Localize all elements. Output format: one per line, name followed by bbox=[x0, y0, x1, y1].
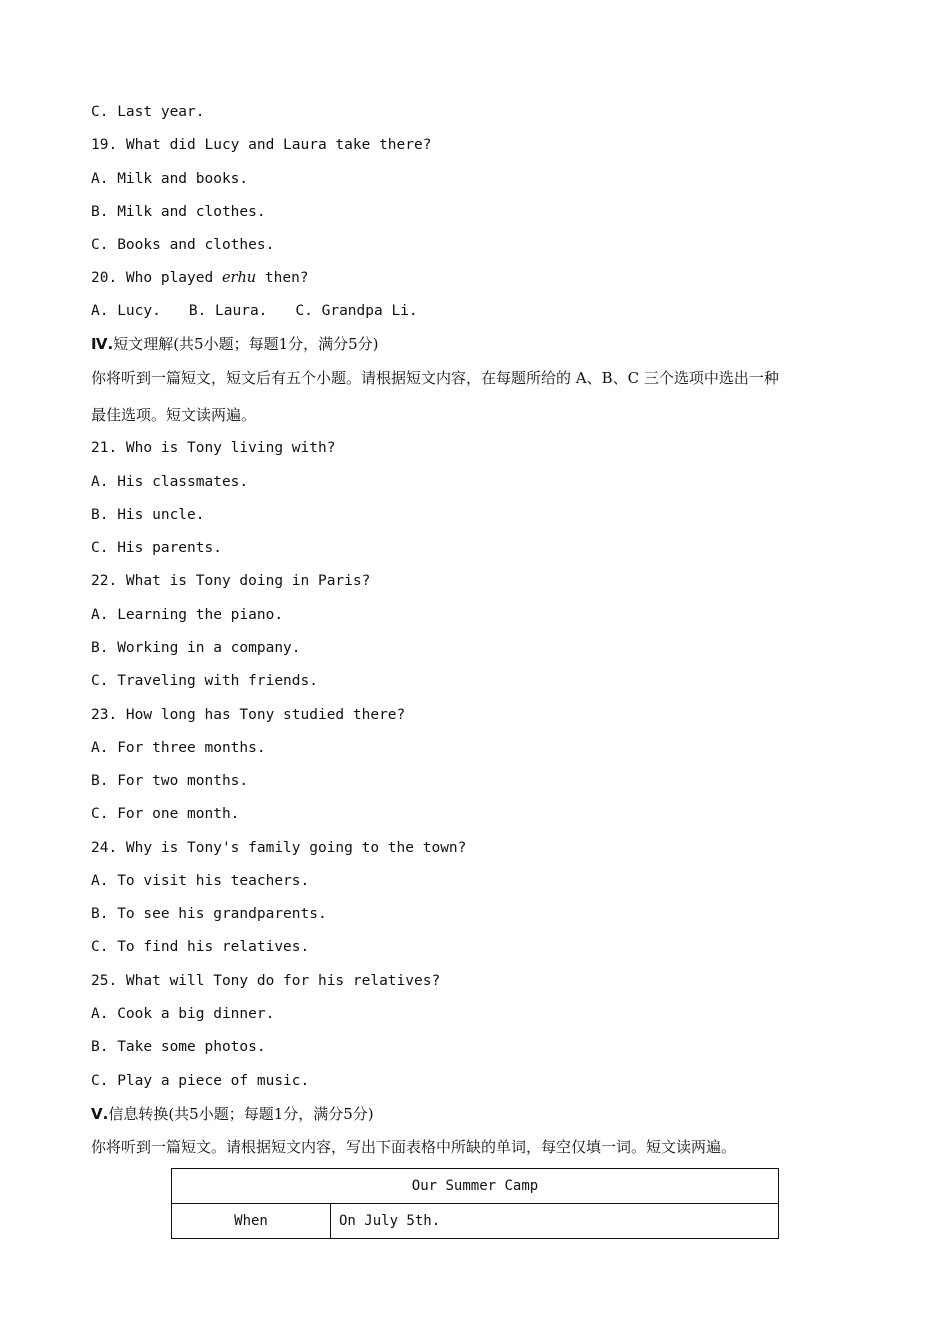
option-23-b: B. For two months. bbox=[91, 773, 249, 789]
section-5-title: 信息转换(共5小题；每题1分，满分5分) bbox=[108, 1105, 374, 1123]
section-4-instruction-1: 你将听到一篇短文，短文后有五个小题。请根据短文内容，在每题所给的 A、B、C 三个选项中选出一种 bbox=[91, 369, 779, 387]
option-22-a: A. Learning the piano. bbox=[91, 607, 284, 623]
table-row-value: On July 5th. bbox=[331, 1204, 779, 1239]
option-22-b: B. Working in a company. bbox=[91, 640, 301, 656]
question-22: 22. What is Tony doing in Paris? bbox=[91, 573, 371, 589]
option-20-a: A. Lucy. bbox=[91, 303, 161, 319]
question-20-tail: then? bbox=[256, 270, 309, 286]
option-22-c: C. Traveling with friends. bbox=[91, 673, 318, 689]
option-25-a: A. Cook a big dinner. bbox=[91, 1006, 275, 1022]
question-24: 24. Why is Tony's family going to the town? bbox=[91, 840, 467, 856]
option-25-b: B. Take some photos. bbox=[91, 1039, 266, 1055]
option-23-a: A. For three months. bbox=[91, 740, 266, 756]
option-19-b: B. Milk and clothes. bbox=[91, 204, 266, 220]
section-5-instruction: 你将听到一篇短文。请根据短文内容，写出下面表格中所缺的单词，每空仅填一词。短文读两遍。 bbox=[91, 1138, 737, 1156]
option-20-c: C. Grandpa Li. bbox=[295, 303, 418, 319]
option-24-c: C. To find his relatives. bbox=[91, 939, 310, 955]
option-25-c: C. Play a piece of music. bbox=[91, 1073, 310, 1089]
option-19-a: A. Milk and books. bbox=[91, 171, 249, 187]
section-4-number: Ⅳ. bbox=[91, 335, 114, 353]
option-21-b: B. His uncle. bbox=[91, 507, 205, 523]
question-19: 19. What did Lucy and Laura take there? bbox=[91, 137, 432, 153]
question-25: 25. What will Tony do for his relatives? bbox=[91, 973, 441, 989]
option-24-a: A. To visit his teachers. bbox=[91, 873, 310, 889]
section-5-number: Ⅴ. bbox=[91, 1105, 109, 1123]
option-24-b: B. To see his grandparents. bbox=[91, 906, 327, 922]
question-20-erhu: erhu bbox=[221, 270, 257, 286]
question-21: 21. Who is Tony living with? bbox=[91, 440, 336, 456]
section-4-instruction-2: 最佳选项。短文读两遍。 bbox=[91, 406, 257, 424]
question-20-options bbox=[91, 301, 418, 321]
option-21-c: C. His parents. bbox=[91, 540, 222, 556]
option-20-b: B. Laura. bbox=[188, 303, 268, 319]
question-23: 23. How long has Tony studied there? bbox=[91, 707, 406, 723]
section-5-heading bbox=[91, 1104, 374, 1124]
option-23-c: C. For one month. bbox=[91, 806, 240, 822]
section-4-title: 短文理解(共5小题；每题1分，满分5分) bbox=[113, 335, 379, 353]
table-title: Our Summer Camp bbox=[172, 1169, 779, 1204]
question-20-text: 20. Who played bbox=[91, 270, 222, 286]
section-4-heading bbox=[91, 334, 379, 354]
option-19-c: C. Books and clothes. bbox=[91, 237, 275, 253]
summer-camp-table bbox=[171, 1168, 779, 1239]
table-row bbox=[172, 1204, 779, 1239]
question-20 bbox=[91, 268, 309, 288]
option-21-a: A. His classmates. bbox=[91, 474, 249, 490]
table-header-row bbox=[172, 1169, 779, 1204]
table-row-label: When bbox=[172, 1204, 331, 1239]
option-18-c: C. Last year. bbox=[91, 104, 205, 120]
